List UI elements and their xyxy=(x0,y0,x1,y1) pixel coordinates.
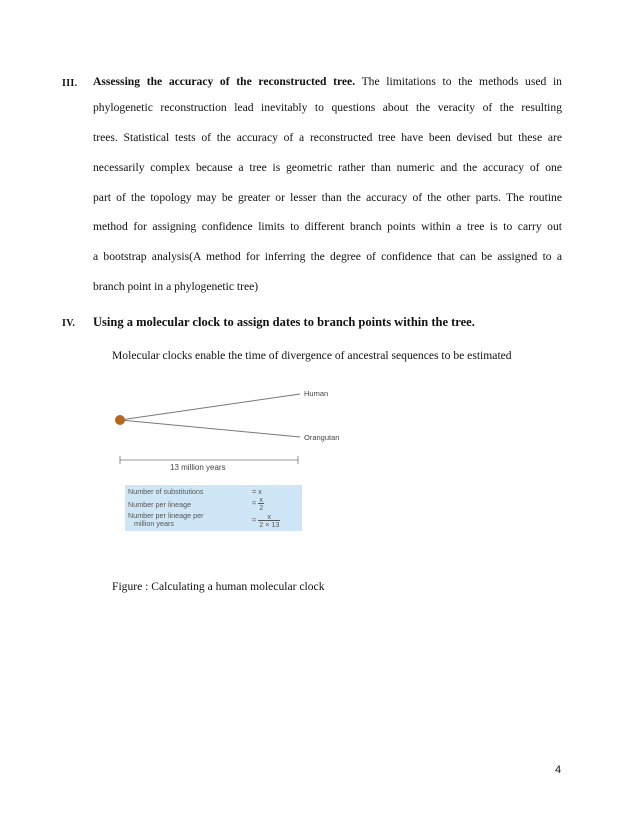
section-4-number: IV. xyxy=(62,318,76,329)
equation-panel xyxy=(125,485,302,531)
section-3-number: III. xyxy=(62,78,78,89)
section-3-heading-line xyxy=(93,75,562,89)
equation-value: = x xyxy=(252,487,262,496)
human-label: Human xyxy=(304,389,329,398)
section-3-heading: Assessing the accuracy of the reconstructed tree. xyxy=(93,75,356,88)
section-4-heading: Using a molecular clock to assign dates to branch points within the tree. xyxy=(93,315,475,329)
molecular-clock-figure xyxy=(108,380,348,535)
section-3-line: necessarily complex because a tree is geometric rather than numeric and the accuracy of one xyxy=(93,161,562,174)
equation-label: Number of substitutions xyxy=(128,487,204,496)
section-3-line: part of the topology may be greater or lesser than the accuracy of the other parts. The routine xyxy=(93,191,562,204)
section-3-line: a bootstrap analysis(A method for inferring the degree of confidence that can be assigned to a xyxy=(93,250,562,263)
orangutan-branch xyxy=(120,420,300,437)
section-3-line: method for assigning confidence limits to different branch points within a tree is to carry out xyxy=(93,220,562,233)
timescale-label: 13 million years xyxy=(170,463,226,472)
fraction: $\frac{x}{2 \times 13}$ xyxy=(259,512,280,529)
ancestral-node xyxy=(115,415,125,425)
page-number: 4 xyxy=(555,764,562,776)
section-3-line: trees. Statistical tests of the accuracy of a reconstructed tree have been devised but these are xyxy=(93,131,562,144)
section-4-intro: Molecular clocks enable the time of divergence of ancestral sequences to be estimated xyxy=(112,349,512,362)
figure-caption: Figure : Calculating a human molecular clock xyxy=(112,580,325,593)
fraction: $\frac{x}{2}$ xyxy=(259,495,264,512)
orangutan-label: Orangutan xyxy=(304,433,340,442)
section-3-line: branch point in a phylogenetic tree) xyxy=(93,280,259,293)
equation-value: = $\frac{x}{2 \times 13}$ xyxy=(252,512,280,529)
section-3-line: phylogenetic reconstruction lead inevitably to questions about the veracity of the resulting xyxy=(93,101,562,114)
section-3-heading-tail: The limitations to the methods used in xyxy=(361,75,562,88)
equation-label: Number per lineage xyxy=(128,500,192,509)
equation-value: = $\frac{x}{2}$ xyxy=(252,495,264,512)
equation-label: Number per lineage per million years xyxy=(128,511,204,528)
human-branch xyxy=(120,394,300,420)
